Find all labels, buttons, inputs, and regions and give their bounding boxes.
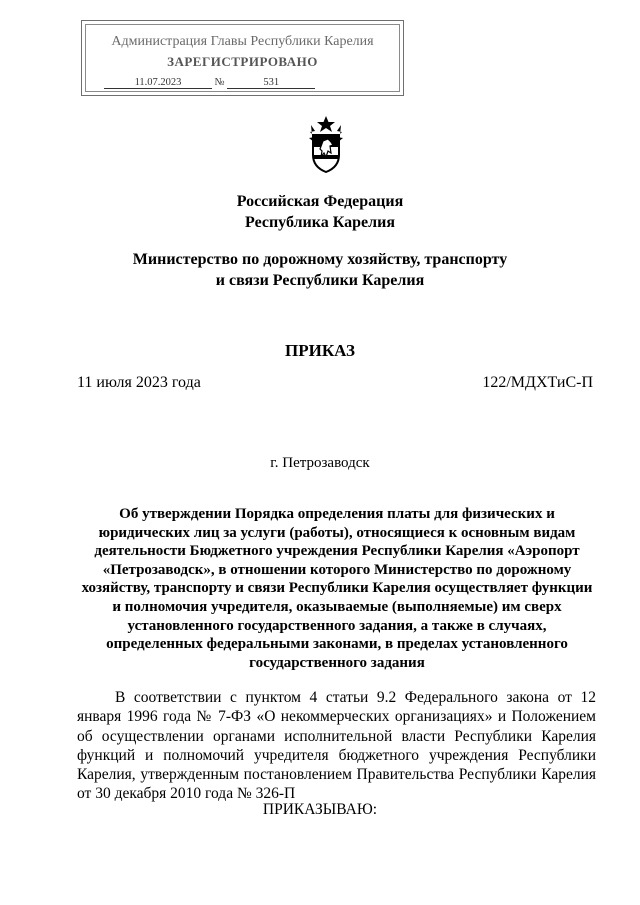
subject-line: установленного государственного задания, а также в случаях, (127, 617, 547, 634)
subject-line: государственного задания (249, 654, 425, 671)
header-country: Российская Федерация (236, 193, 404, 210)
stamp-number: 531 (227, 77, 315, 89)
order-title: ПРИКАЗ (285, 341, 355, 360)
subject-line: хозяйству, транспорту и связи Республики Карелия осуществляет функции (81, 580, 593, 597)
subject-line: «Петрозаводск», в отношении которого Министерство по дорожному (102, 561, 572, 578)
order-subject (78, 505, 596, 672)
body-paragraph-text: В соответствии с пунктом 4 статьи 9.2 Федерального закона от 12 января 1996 года № 7-ФЗ «О некоммерческих организациях» и Положением об осуществлении органами исполнительной власти Республики Карелия функций и полномочий учредителя бюджетного учреждения Республики Карелия, утвержденным постановлением Правительства Республики Карелия от 30 декабря 2010 года № 326-П (77, 689, 596, 803)
subject-line: и полномочия учредителя, оказываемые (выполняемые) им сверх (112, 598, 562, 615)
order-number: 122/МДХТиС-П (482, 374, 593, 391)
subject-line: юридических лиц за услуги (работы), относящиеся к основным видам (98, 524, 576, 541)
stamp-number-sign: № (214, 77, 225, 88)
subject-line: деятельности Бюджетного учреждения Республики Карелия «Аэропорт (94, 543, 580, 560)
subject-line: Об утверждении Порядка определения платы для физических и (119, 506, 555, 522)
registration-stamp (81, 20, 404, 96)
stamp-registration-line (104, 77, 315, 89)
order-date: 11 июля 2023 года (77, 374, 201, 391)
stamp-registered-label: ЗАРЕГИСТРИРОВАНО (167, 54, 318, 69)
stamp-date: 11.07.2023 (104, 77, 212, 89)
subject-line: определенных федеральными законами, в пределах установленного (106, 636, 568, 653)
karelia-coat-of-arms-icon (301, 115, 351, 173)
stamp-organization: Администрация Главы Республики Карелия (111, 34, 374, 49)
order-city: г. Петрозаводск (270, 455, 370, 471)
header-republic: Республика Карелия (245, 214, 395, 231)
body-paragraph (77, 688, 596, 804)
header-country-block (0, 191, 640, 233)
header-ministry-line2: и связи Республики Карелия (215, 272, 425, 289)
header-ministry-block (0, 249, 640, 291)
header-ministry-line1: Министерство по дорожному хозяйству, транспорту (132, 251, 508, 268)
order-word: ПРИКАЗЫВАЮ: (262, 801, 378, 818)
